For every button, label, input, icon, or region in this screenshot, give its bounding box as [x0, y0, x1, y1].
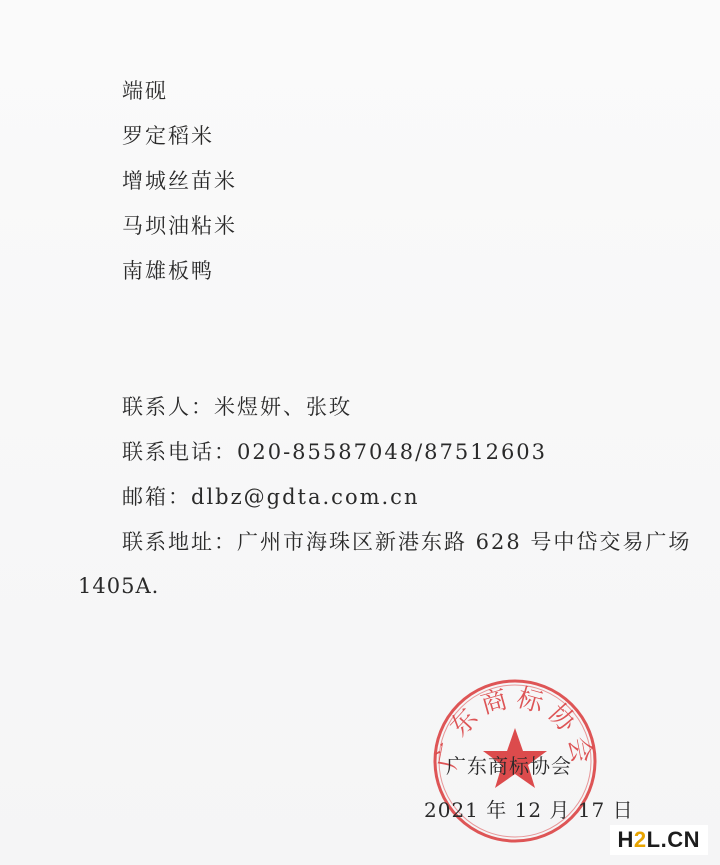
- organization-name: 广东商标协会: [446, 754, 572, 778]
- product-item: 马坝油粘米: [122, 214, 237, 238]
- watermark-h: H: [617, 827, 634, 852]
- watermark-l: L: [646, 827, 661, 852]
- contact-email: 邮箱：dlbz@gdta.com.cn: [122, 485, 420, 509]
- watermark-two: 2: [633, 827, 647, 852]
- watermark-cn: CN: [667, 827, 700, 852]
- svg-text:广东商标协会: 广东商标协会: [432, 682, 598, 772]
- product-item: 南雄板鸭: [122, 259, 214, 283]
- contact-address: 联系地址：广州市海珠区新港东路 628 号中岱交易广场: [122, 530, 692, 554]
- contact-person: 联系人：米煜妍、张玫: [122, 395, 352, 419]
- product-item: 增城丝苗米: [122, 169, 237, 193]
- contact-address-continued: 1405A.: [78, 574, 160, 598]
- contact-phone: 联系电话：020-85587048/87512603: [122, 440, 548, 464]
- product-item: 端砚: [122, 79, 168, 103]
- product-item: 罗定稻米: [122, 124, 214, 148]
- watermark-dot: .: [660, 827, 668, 852]
- document-date: 2021 年 12 月 17 日: [424, 798, 634, 822]
- site-watermark-logo: [610, 825, 709, 855]
